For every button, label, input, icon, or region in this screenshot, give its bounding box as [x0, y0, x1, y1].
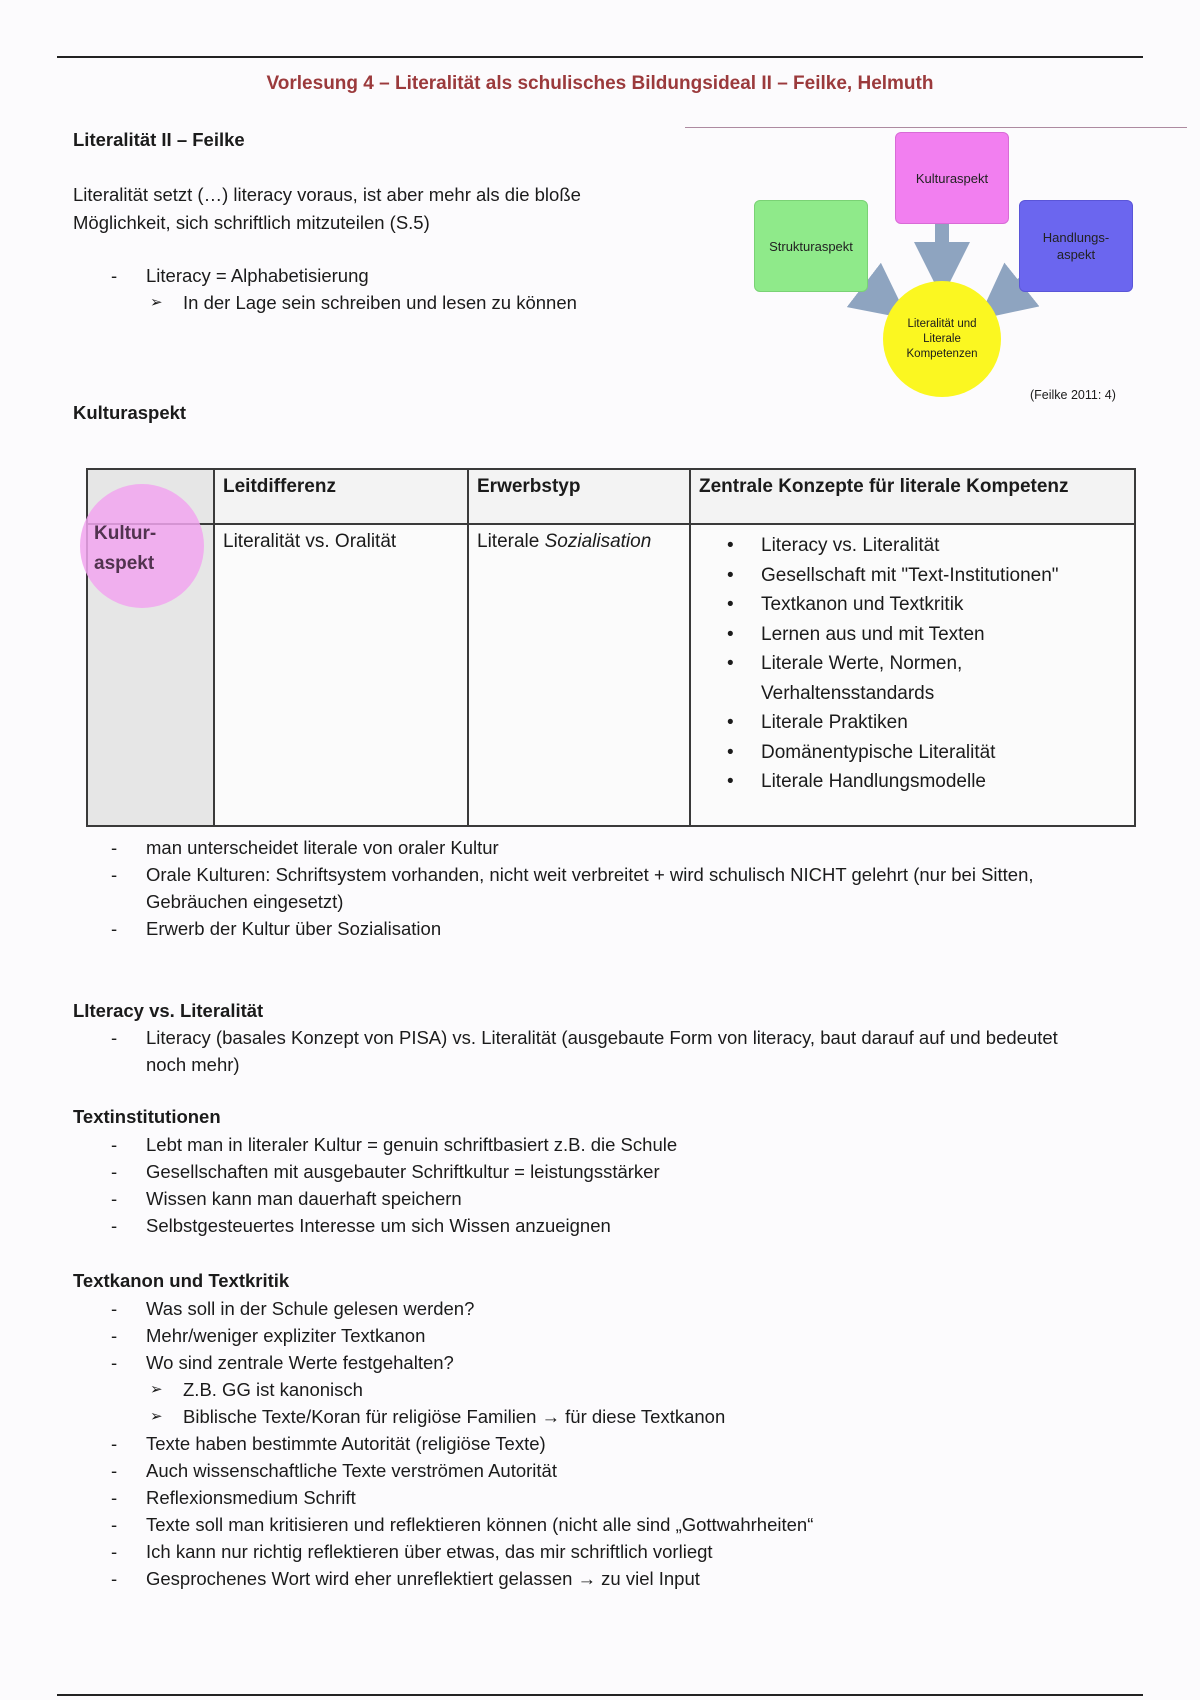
- textinstitutionen-list: [73, 1131, 1133, 1239]
- row-label-line: aspekt: [94, 553, 155, 574]
- table-cell: [468, 524, 690, 826]
- list-item: - Wissen kann man dauerhaft speichern: [73, 1185, 1133, 1212]
- literalitaet-core-circle: [883, 281, 1001, 397]
- list-item: - Texte soll man kritisieren und reflektieren können (nicht alle sind „Gottwahrheiten“: [73, 1511, 1133, 1538]
- kulturaspekt-box: Kulturaspekt: [895, 132, 1009, 224]
- list-item: - man unterscheidet literale von oraler Kultur: [73, 834, 1133, 861]
- literacy-list: [73, 1024, 1073, 1078]
- list-item: ➢ In der Lage sein schreiben und lesen zu können: [73, 289, 693, 316]
- handlungsaspekt-box: [1019, 200, 1133, 292]
- erwerbstyp-italic: Sozialisation: [544, 531, 652, 552]
- handlungsaspekt-line: Handlungs-: [1042, 230, 1110, 245]
- list-item: - Was soll in der Schule gelesen werden?: [73, 1295, 1133, 1322]
- table-header: Leitdifferenz: [214, 469, 468, 524]
- textkanon-list: [73, 1295, 1133, 1592]
- list-item: - Auch wissenschaftliche Texte verströmen Autorität: [73, 1457, 1133, 1484]
- table-header-row: [87, 469, 1135, 524]
- intro-paragraph-line: Möglichkeit, sich schriftlich mitzuteilen (S.5): [73, 212, 430, 233]
- bottom-rule: [57, 1694, 1143, 1696]
- textinstitutionen-heading: Textinstitutionen: [73, 1106, 221, 1127]
- list-item: - Gesellschaften mit ausgebauter Schriftkultur = leistungsstärker: [73, 1158, 1133, 1185]
- diagram-citation: (Feilke 2011: 4): [1030, 388, 1116, 402]
- table-header: Erwerbstyp: [468, 469, 690, 524]
- kulturaspekt-heading: Kulturaspekt: [73, 402, 187, 423]
- list-item: - Literacy (basales Konzept von PISA) vs. Literalität (ausgebaute Form von literacy, baut darauf auf und bedeutet noch mehr): [73, 1024, 1073, 1078]
- handlungsaspekt-line: aspekt: [1056, 247, 1096, 262]
- page-title: Vorlesung 4 – Literalität als schulisches Bildungsideal II – Feilke, Helmuth: [266, 73, 934, 94]
- list-item: - Wo sind zentrale Werte festgehalten?: [73, 1349, 1133, 1376]
- kulturaspekt-table: [86, 468, 1136, 827]
- list-item: • Gesellschaft mit "Text-Institutionen": [691, 561, 1126, 591]
- core-line: Kompetenzen: [906, 347, 978, 360]
- kulturaspekt-notes: [73, 834, 1133, 942]
- core-line: Literale: [923, 332, 961, 345]
- erwerbstyp-text: Literale: [477, 531, 545, 552]
- table-header: Zentrale Konzepte für literale Kompetenz: [690, 469, 1135, 524]
- kulturaspekt-row-label: [94, 519, 156, 579]
- textkanon-heading: Textkanon und Textkritik: [73, 1270, 290, 1291]
- list-item: - Literacy = Alphabetisierung: [73, 262, 693, 289]
- list-item: ➢ Z.B. GG ist kanonisch: [73, 1376, 1133, 1403]
- list-item: • Domänentypische Literalität: [691, 738, 1126, 768]
- list-item: - Lebt man in literaler Kultur = genuin schriftbasiert z.B. die Schule: [73, 1131, 1133, 1158]
- list-item: - Ich kann nur richtig reflektieren über etwas, das mir schriftlich vorliegt: [73, 1538, 1133, 1565]
- list-item: • Literale Handlungsmodelle: [691, 767, 1126, 797]
- list-item: - Gesprochenes Wort wird eher unreflektiert gelassen → zu viel Input: [73, 1565, 1133, 1592]
- table-row: [87, 524, 1135, 826]
- list-item: • Textkanon und Textkritik: [691, 590, 1126, 620]
- list-item: • Literale Werte, Normen, Verhaltensstandards: [691, 649, 1061, 708]
- table-cell: [690, 524, 1135, 826]
- core-line: Literalität und: [907, 317, 977, 330]
- list-item: - Reflexionsmedium Schrift: [73, 1484, 1133, 1511]
- list-item: - Selbstgesteuertes Interesse um sich Wissen anzueignen: [73, 1212, 1133, 1239]
- list-item: • Literacy vs. Literalität: [691, 531, 1126, 561]
- list-item: - Mehr/weniger expliziter Textkanon: [73, 1322, 1133, 1349]
- table-cell: Literalität vs. Oralität: [214, 524, 468, 826]
- list-item: • Lernen aus und mit Texten: [691, 620, 1126, 650]
- list-item: - Texte haben bestimmte Autorität (religiöse Texte): [73, 1430, 1133, 1457]
- konzepte-list: [691, 531, 1126, 797]
- list-item: ➢ Biblische Texte/Koran für religiöse Familien → für diese Textkanon: [73, 1403, 1133, 1430]
- row-label-line: Kultur-: [94, 523, 157, 544]
- list-item: - Erwerb der Kultur über Sozialisation: [73, 915, 1133, 942]
- intro-paragraph-line: Literalität setzt (…) literacy voraus, ist aber mehr als die bloße: [73, 184, 581, 205]
- intro-heading: Literalität II – Feilke: [73, 129, 245, 150]
- list-item: - Orale Kulturen: Schriftsystem vorhanden, nicht weit verbreitet + wird schulisch NICHT gelehrt (nur bei Sitten, Gebräuchen eingesetzt): [73, 861, 1133, 915]
- strukturaspekt-box: Strukturaspekt: [754, 200, 868, 292]
- list-item: • Literale Praktiken: [691, 708, 1126, 738]
- literacy-heading: LIteracy vs. Literalität: [73, 1000, 264, 1021]
